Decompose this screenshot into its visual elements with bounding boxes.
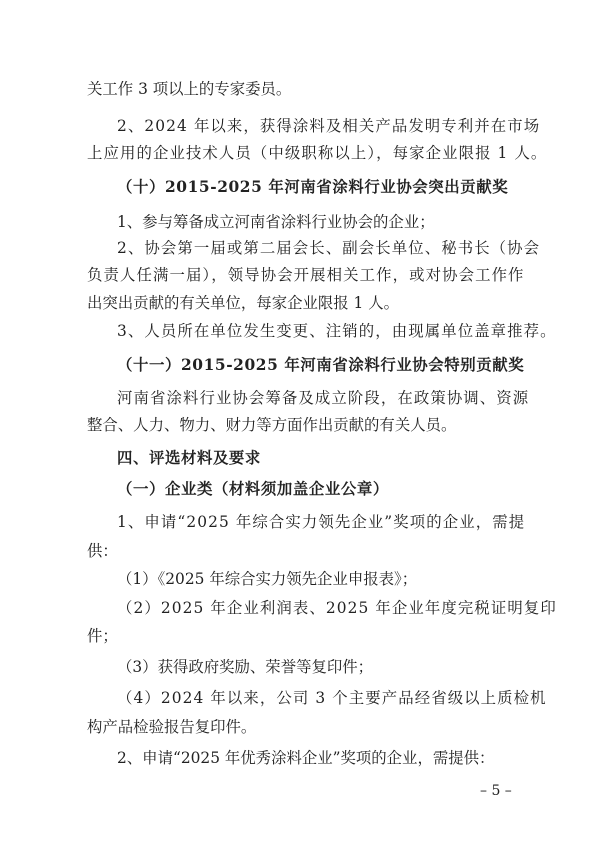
body-line: （4）2024 年以来，公司 3 个主要产品经省级以上质检机 <box>117 689 547 707</box>
body-line: 2、申请“2025 年优秀涂料企业”奖项的企业，需提供： <box>117 749 495 767</box>
body-line: （3）获得政府奖励、荣誉等复印件； <box>117 658 374 676</box>
body-line: 供： <box>87 542 118 560</box>
body-line: 1、参与筹备成立河南省涂料行业协会的企业； <box>117 213 435 231</box>
body-line: 整合、人力、物力、财力等方面作出贡献的有关人员。 <box>87 416 457 434</box>
body-line: 河南省涂料行业协会筹备及成立阶段，在政策协调、资源 <box>117 389 530 407</box>
section-heading: 四、评选材料及要求 <box>117 449 261 467</box>
body-line: 出突出贡献的有关单位，每家企业限报 1 人。 <box>87 294 399 312</box>
body-line: 2、协会第一届或第二届会长、副会长单位、秘书长（协会 <box>117 239 541 257</box>
body-line: （1）《2025 年综合实力领先企业申报表》； <box>117 570 418 588</box>
body-line: 2、2024 年以来，获得涂料及相关产品发明专利并在市场 <box>117 117 541 135</box>
body-line: 件； <box>87 627 118 645</box>
page-number: – 5 – <box>480 783 512 799</box>
body-line: 1、申请“2025 年综合实力领先企业”奖项的企业，需提 <box>117 513 526 531</box>
body-line: 负责人任满一届），领导协会开展相关工作，或对协会工作作 <box>87 266 525 284</box>
section-heading: （十一）2015-2025 年河南省涂料行业协会特别贡献奖 <box>117 356 525 374</box>
section-heading: （一）企业类（材料须加盖企业公章） <box>117 480 389 498</box>
body-line: 构产品检验报告复印件。 <box>87 718 257 736</box>
section-heading: （十）2015-2025 年河南省涂料行业协会突出贡献奖 <box>117 178 509 196</box>
body-line: 3、人员所在单位发生变更、注销的，由现属单位盖章推荐。 <box>117 322 557 340</box>
body-line: 上应用的企业技术人员（中级职称以上），每家企业限报 1 人。 <box>87 144 548 162</box>
body-line: （2）2025 年企业利润表、2025 年企业年度完税证明复印 <box>117 599 557 617</box>
body-line: 关工作 3 项以上的专家委员。 <box>87 80 292 98</box>
